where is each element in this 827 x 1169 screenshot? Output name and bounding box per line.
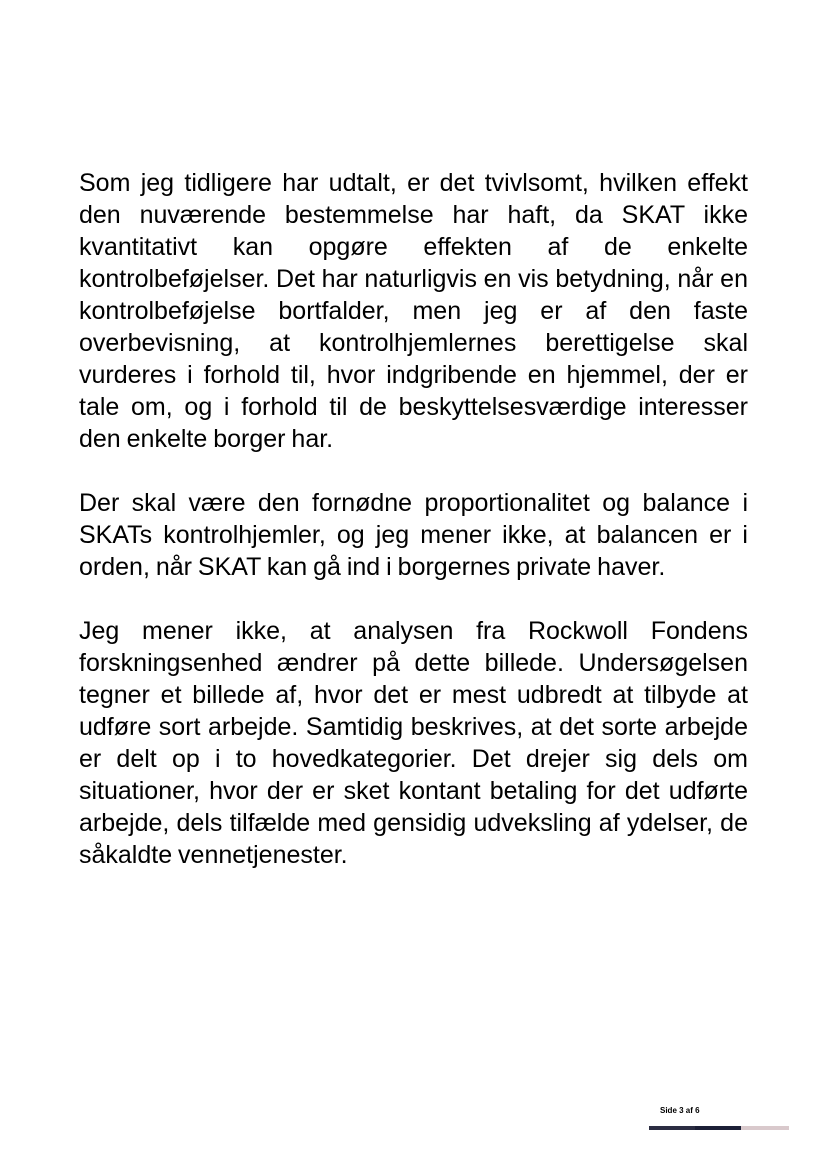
footer-bar-segment-3 bbox=[741, 1126, 789, 1130]
page-number: Side 3 af 6 bbox=[660, 1106, 700, 1115]
page-footer bbox=[649, 1106, 789, 1136]
footer-bar-segment-2 bbox=[695, 1126, 741, 1130]
document-body bbox=[79, 167, 748, 903]
page-footer-bar bbox=[649, 1126, 789, 1130]
paragraph-3: Jeg mener ikke, at analysen fra Rockwoll Fondens forskningsenhed ændrer på dette billede. Undersøgelsen tegner et billede af, hvor det er mest udbredt at tilbyde at udføre sort arbejde. Samtidig beskrives, at det sorte arbejde er delt op i to hovedkategorier. Det drejer sig dels om situationer, hvor der er sket kontant betaling for det udførte arbejde, dels tilfælde med gensidig udveksling af ydelser, de såkaldte vennetjenester. bbox=[79, 617, 748, 869]
paragraph-2: Der skal være den fornødne proportionalitet og balance i SKATs kontrolhjemler, og jeg mener ikke, at balancen er i orden, når SKAT kan gå ind i borgernes private haver. bbox=[79, 489, 748, 581]
footer-bar-segment-1 bbox=[649, 1126, 695, 1130]
paragraph-1: Som jeg tidligere har udtalt, er det tvivlsomt, hvilken effekt den nuværende bestemmelse har haft, da SKAT ikke kvantitativt kan opgøre effekten af de enkelte kontrolbeføjelser. Det har naturligvis en vis betydning, når en kontrolbeføjelse bortfalder, men jeg er af den faste overbevisning, at kontrolhjemlernes berettigelse skal vurderes i forhold til, hvor indgribende en hjemmel, der er tale om, og i forhold til de beskyttelsesværdige interesser den enkelte borger har. bbox=[79, 169, 748, 453]
